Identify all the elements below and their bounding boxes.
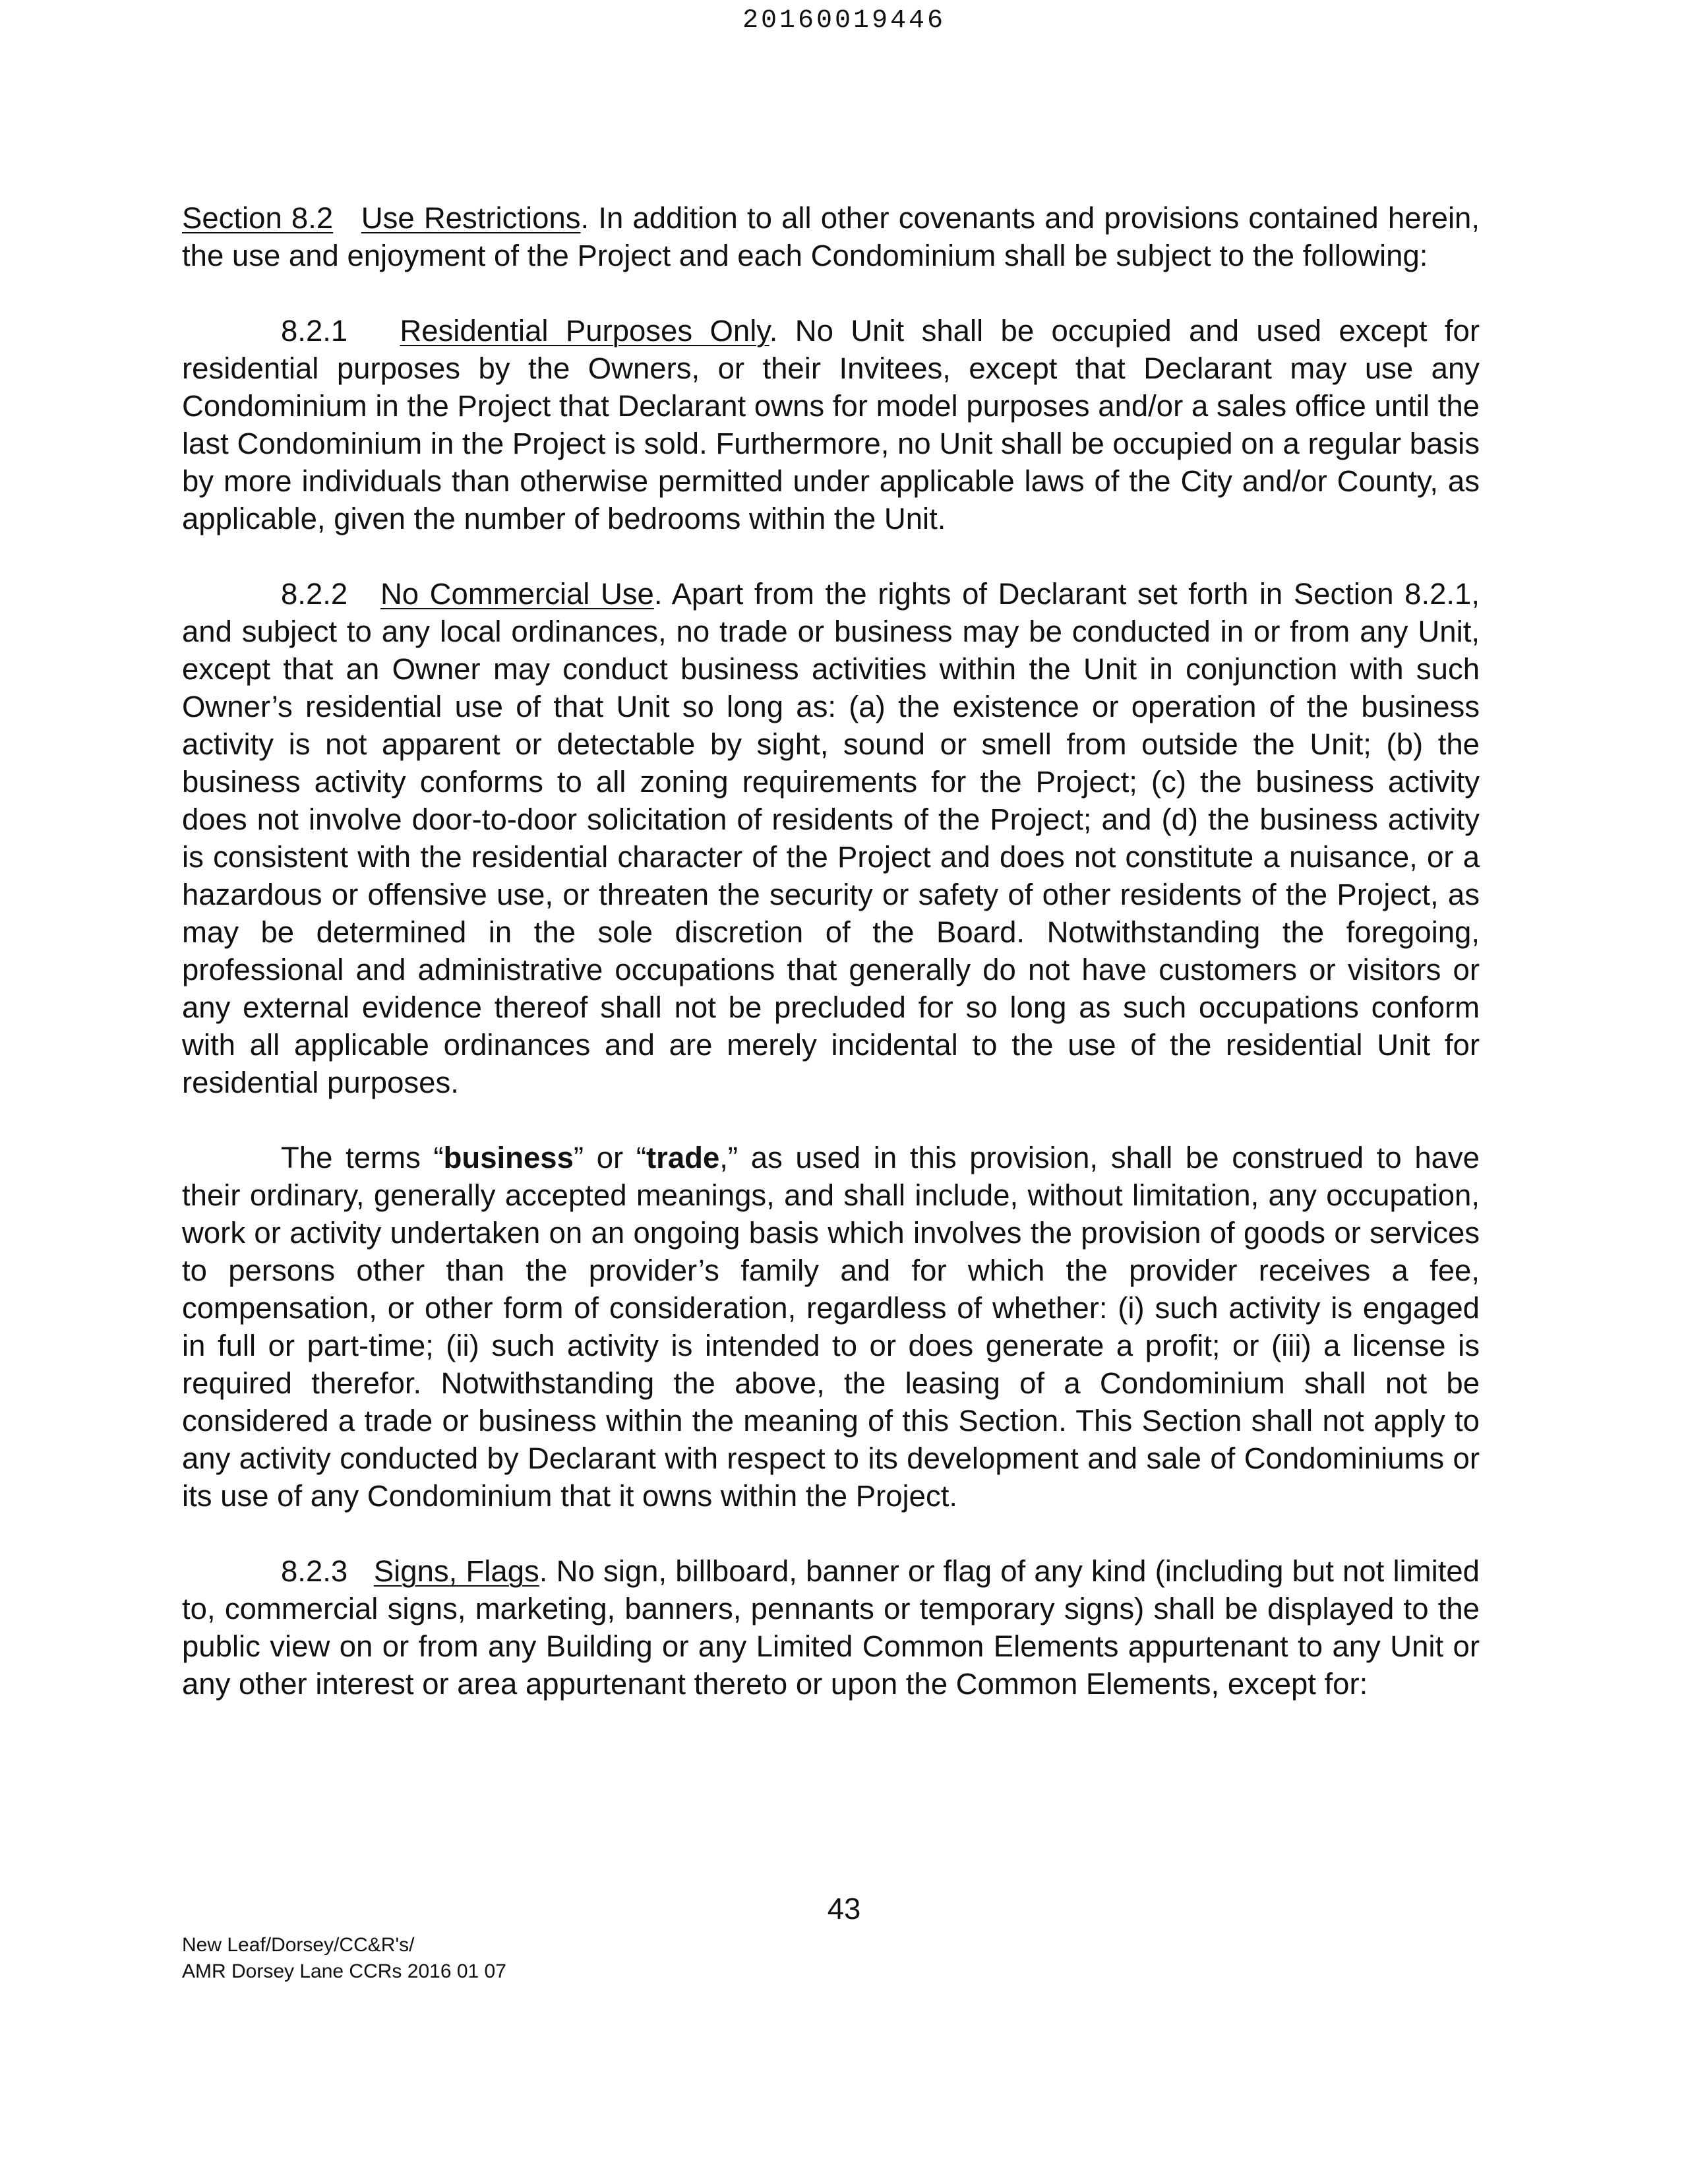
terms-mid-text: ” or “ <box>573 1141 646 1174</box>
footer-line-1: New Leaf/Dorsey/CC&R's/ <box>182 1934 415 1956</box>
terms-definition-paragraph <box>182 1139 1480 1515</box>
section-8-2-2-paragraph <box>182 575 1480 1101</box>
section-8-2-number: Section 8.2 <box>182 201 334 235</box>
term-business: business <box>443 1141 574 1174</box>
document-footer <box>182 1932 506 1985</box>
section-8-2-2-text: . Apart from the rights of Declarant set forth in Section 8.2.1, and subject to any local ordinances, no trade or business may be conducted in or from any Unit, except that an Owner may conduct business activities within the Unit in conjunction with such Owner’s residential use of that Unit so long as: (a) the existence or operation of the business activity is not apparent or detectable by sight, sound or smell from outside the Unit; (b) the business activity conforms to all zoning requirements for the Project; (c) the business activity does not involve door-to-door solicitation of residents of the Project; and (d) the business activity is consistent with the residential character of the Project and does not constitute a nuisance, or a hazardous or offensive use, or threaten the security or safety of other residents of the Project, as may be determined in the sole discretion of the Board. Notwithstanding the foregoing, professional and administrative occupations that generally do not have customers or visitors or any external evidence thereof shall not be precluded for so long as such occupations conform with all applicable ordinances and are merely incidental to the use of the residential Unit for residential purposes. <box>182 577 1480 1099</box>
section-8-2-text: . In addition to all other covenants and provisions contained herein, the use and enjoyment of the Project and each Condominium shall be subject to the following: <box>182 201 1480 272</box>
section-8-2-3-text: . No sign, billboard, banner or flag of any kind (including but not limited to, commercial signs, marketing, banners, pennants or temporary signs) shall be displayed to the public view on or from any Building or any Limited Common Elements appurtenant to any Unit or any other interest or area appurtenant thereto or upon the Common Elements, except for: <box>182 1554 1480 1701</box>
document-body <box>182 199 1480 1703</box>
section-8-2-2-title: No Commercial Use <box>380 577 654 611</box>
section-8-2-3-title: Signs, Flags <box>373 1554 539 1588</box>
document-number: 20160019446 <box>742 6 946 36</box>
terms-rest-text: ,” as used in this provision, shall be construed to have their ordinary, generally accepted meanings, and shall include, without limitation, any occupation, work or activity undertaken on an ongoing basis which involves the provision of goods or services to persons other than the provider’s family and for which the provider receives a fee, compensation, or other form of consideration, regardless of whether: (i) such activity is engaged in full or part-time; (ii) such activity is intended to or does generate a profit; or (iii) a license is required therefor. Notwithstanding the above, the leasing of a Condominium shall not be considered a trade or business within the meaning of this Section. This Section shall not apply to any activity conducted by Declarant with respect to its development and sale of Condominiums or its use of any Condominium that it owns within the Project. <box>182 1141 1480 1513</box>
section-8-2-1-number: 8.2.1 <box>281 314 348 348</box>
footer-line-2: AMR Dorsey Lane CCRs 2016 01 07 <box>182 1960 506 1982</box>
section-8-2-title: Use Restrictions <box>361 201 581 235</box>
section-8-2-1-text: . No Unit shall be occupied and used except for residential purposes by the Owners, or their Invitees, except that Declarant may use any Condominium in the Project that Declarant owns for model purposes and/or a sales office until the last Condominium in the Project is sold. Furthermore, no Unit shall be occupied on a regular basis by more individuals than otherwise permitted under applicable laws of the City and/or County, as applicable, given the number of bedrooms within the Unit. <box>182 314 1480 535</box>
section-8-2-1-paragraph <box>182 312 1480 537</box>
section-8-2-3-paragraph <box>182 1552 1480 1703</box>
page-number: 43 <box>827 1892 861 1926</box>
terms-lead-text: The terms “ <box>281 1141 444 1174</box>
section-8-2-paragraph <box>182 199 1480 274</box>
section-8-2-3-number: 8.2.3 <box>281 1554 348 1588</box>
term-trade: trade <box>646 1141 720 1174</box>
section-8-2-1-title: Residential Purposes Only <box>400 314 769 348</box>
section-8-2-2-number: 8.2.2 <box>281 577 348 611</box>
